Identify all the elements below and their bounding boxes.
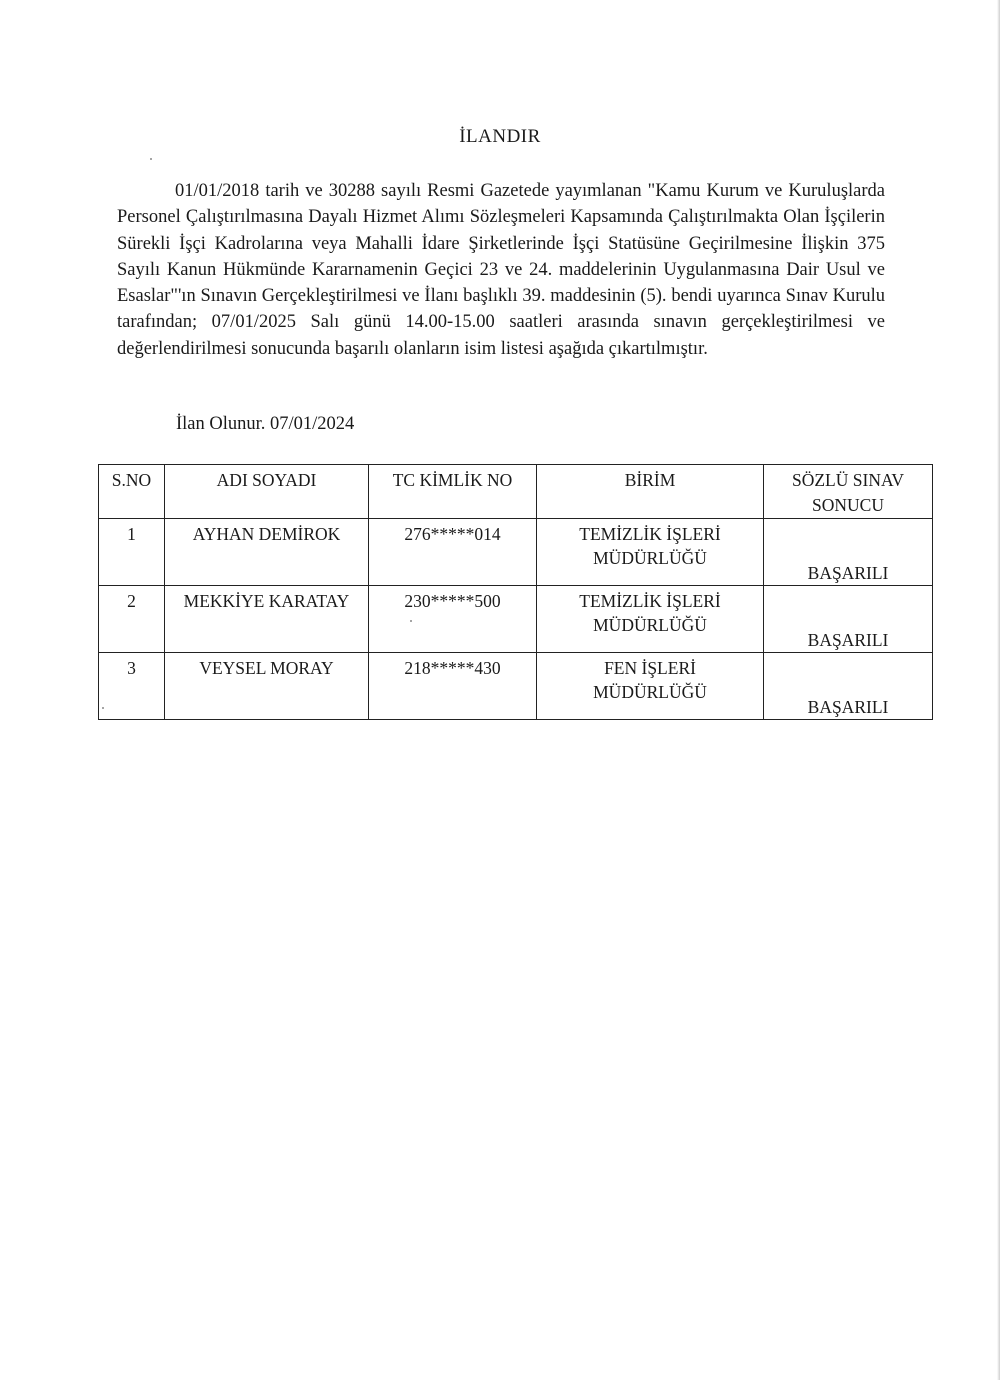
scan-speck xyxy=(410,620,412,622)
header-full-name: ADI SOYADI xyxy=(165,465,369,519)
cell-serial-no: 3 xyxy=(99,653,165,720)
cell-id-number: 218*****430 xyxy=(369,653,537,720)
table-row xyxy=(99,653,933,720)
cell-serial-no: 2 xyxy=(99,586,165,653)
document-title: İLANDIR xyxy=(459,126,541,147)
cell-id-number: 230*****500 xyxy=(369,586,537,653)
announcement-text: 01/01/2018 tarih ve 30288 sayılı Resmi Gazetede yayımlanan "Kamu Kurum ve Kuruluşlarda Personel Çalıştırılmasına Dayalı Hizmet Alımı Sözleşmeleri Kapsamında Çalıştırılmakta Olan İşçilerin Sürekli İşçi Kadrolarına veya Mahalli İdare Şirketlerinde İşçi Statüsüne Geçirilmesine İlişkin 375 Sayılı Kanun Hükmünde Kararnamenin Geçici 23 ve 24. maddelerinin Uygulanmasına Dair Usul ve Esaslar"'ın Sınavın Gerçekleştirilmesi ve İlanı başlıklı 39. maddesinin (5). bendi uyarınca Sınav Kurulu tarafından; 07/01/2025 Salı günü 14.00-15.00 saatleri arasında sınavın gerçekleştirilmesi ve değerlendirilmesi sonucunda başarılı olanların isim listesi aşağıda çıkartılmıştır. xyxy=(117,181,885,359)
results-table xyxy=(98,464,933,720)
header-exam-result-line1: SÖZLÜ SINAV xyxy=(792,470,904,490)
header-serial-no: S.NO xyxy=(99,465,165,519)
header-unit: BİRİM xyxy=(537,465,764,519)
cell-exam-result: BAŞARILI xyxy=(764,519,933,586)
table-header-row xyxy=(99,465,933,519)
header-exam-result xyxy=(764,465,933,519)
cell-unit-line1: TEMİZLİK İŞLERİ xyxy=(579,524,721,544)
header-exam-result-line2: SONUCU xyxy=(812,495,884,515)
cell-unit xyxy=(537,653,764,720)
cell-unit-line1: FEN İŞLERİ xyxy=(604,658,696,678)
cell-unit-line2: MÜDÜRLÜĞÜ xyxy=(593,682,707,702)
closing-line: İlan Olunur. 07/01/2024 xyxy=(176,414,355,434)
table-row xyxy=(99,586,933,653)
cell-exam-result: BAŞARILI xyxy=(764,586,933,653)
table-row xyxy=(99,519,933,586)
cell-serial-no: 1 xyxy=(99,519,165,586)
cell-unit-line1: TEMİZLİK İŞLERİ xyxy=(579,591,721,611)
scan-speck xyxy=(102,707,104,709)
cell-id-number: 276*****014 xyxy=(369,519,537,586)
cell-full-name: MEKKİYE KARATAY xyxy=(165,586,369,653)
cell-full-name: AYHAN DEMİROK xyxy=(165,519,369,586)
header-id-number: TC KİMLİK NO xyxy=(369,465,537,519)
cell-unit-line2: MÜDÜRLÜĞÜ xyxy=(593,548,707,568)
cell-unit xyxy=(537,519,764,586)
scan-speck xyxy=(150,158,152,160)
cell-full-name: VEYSEL MORAY xyxy=(165,653,369,720)
announcement-paragraph xyxy=(117,178,885,362)
cell-unit-line2: MÜDÜRLÜĞÜ xyxy=(593,615,707,635)
cell-unit xyxy=(537,586,764,653)
cell-exam-result: BAŞARILI xyxy=(764,653,933,720)
